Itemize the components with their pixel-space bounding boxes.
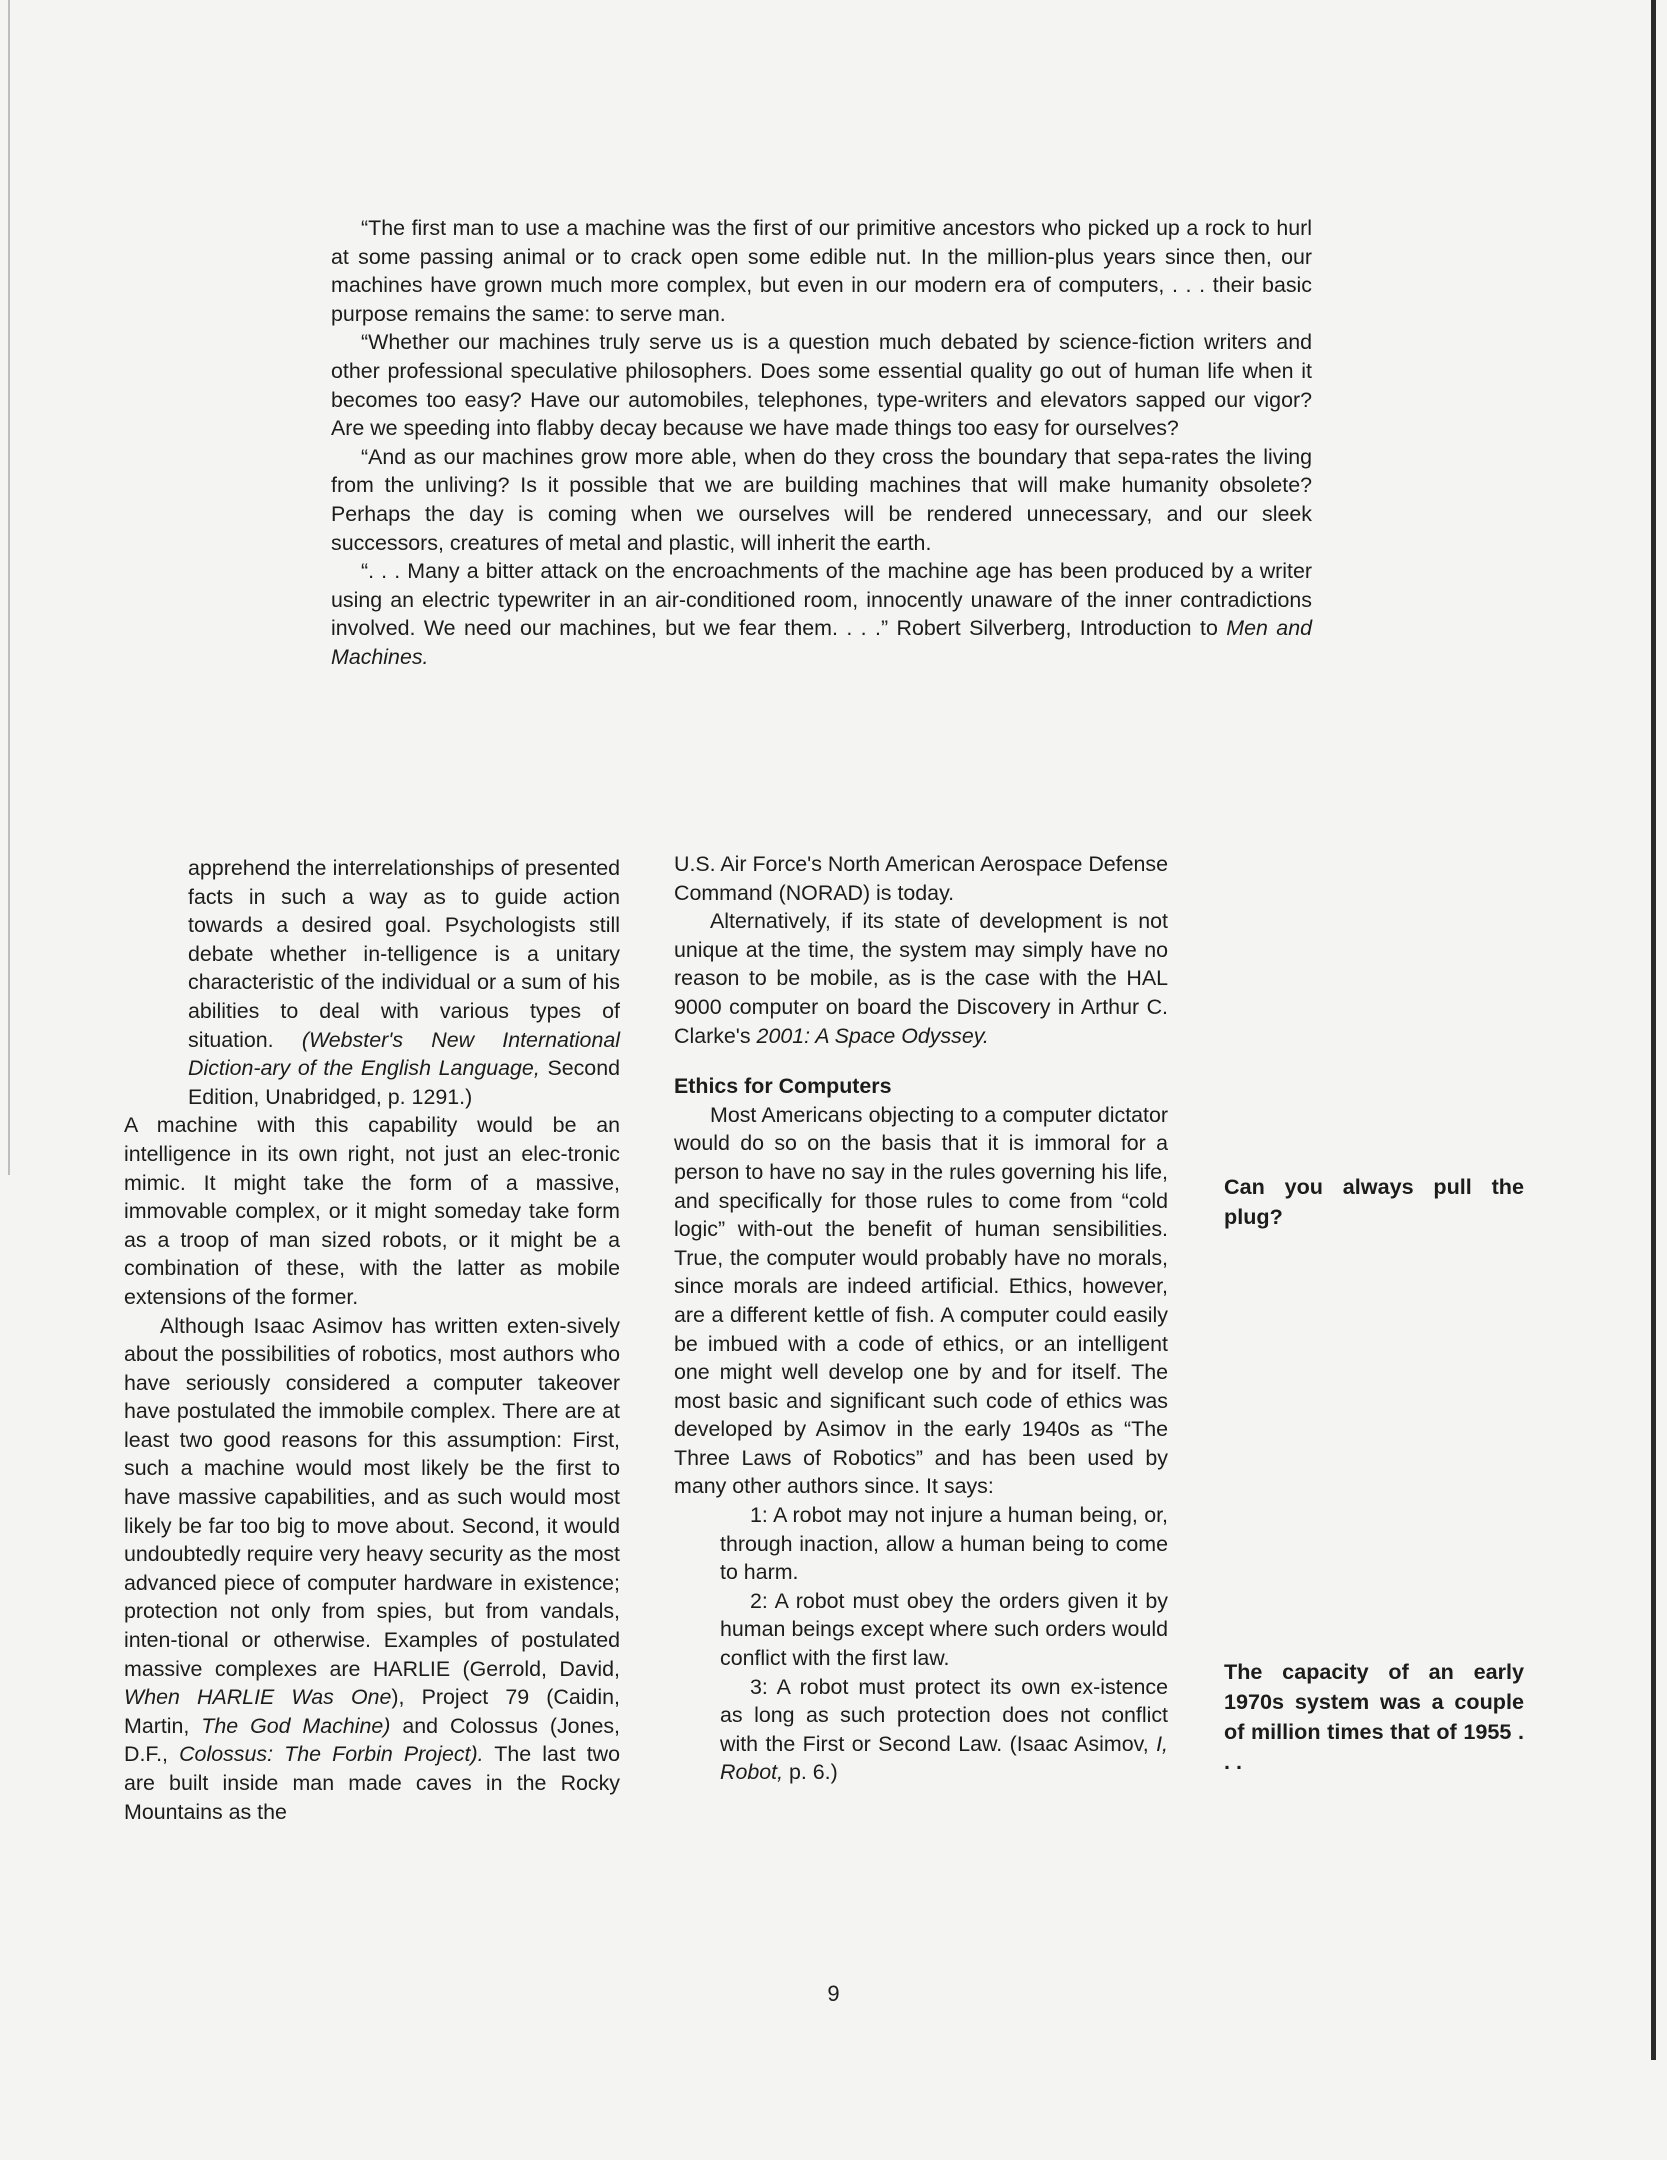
quote-paragraph-2: “Whether our machines truly serve us is a question much debated by science-fiction writers and other professional speculative philosophers. Does some essential quality go out of human life when it becomes too easy? Have our automobiles, telephones, type-writers and elevators sapped our vigor? Are we speeding into flabby decay because we have made things too easy for ourselves? xyxy=(331,330,1312,441)
quote-source-title: Men and Machines. xyxy=(331,616,1312,669)
sidebar-note-capacity: The capacity of an early 1970s system was a couple of million times that of 1955 . . . xyxy=(1224,1659,1524,1774)
paragraph-asimov-part-a: Although Isaac Asimov has written exten-sively about the possibilities of robotics, most authors who have seriously considered a computer takeover have postulated the immobile complex. There are at least two good reasons for this assumption: First, such a machine would most likely be the first to have massive capabilities, and as such would most likely be far too big to move about. Second, it would undoubtedly require very heavy security as the most advanced piece of computer hardware in existence; protection not only from spies, but from vandals, inten-tional or otherwise. Examples of postulated massive complexes are HARLIE (Gerrold, David, xyxy=(124,1313,620,1681)
quote-paragraph-4-text: “. . . Many a bitter attack on the encroachments of the machine age has been produced by a writer using an electric typewriter in an air-conditioned room, innocently unaware of the inner contradictions involved. We need our machines, but we fear them. . . .” Robert Silverberg, Introduction to xyxy=(331,559,1312,641)
law-3-end: p. 6.) xyxy=(783,1760,838,1785)
definition-source-title: (Webster's New International Diction-ary of the English Language, xyxy=(188,1027,620,1081)
page-number: 9 xyxy=(827,1981,840,2006)
epigraph-quote xyxy=(331,214,1312,672)
title-when-harlie: When HARLIE Was One xyxy=(124,1685,392,1710)
law-3-text: 3: A robot must protect its own ex-istence as long as such protection does not conflict with the First or Second Law. (Isaac Asimov, xyxy=(720,1674,1168,1756)
title-colossus: Colossus: The Forbin Project). xyxy=(179,1742,484,1767)
sidebar-note-pull-plug: Can you always pull the plug? xyxy=(1224,1174,1524,1229)
title-i-robot: I, Robot, xyxy=(720,1731,1168,1785)
paragraph-ethics: Most Americans objecting to a computer dictator would do so on the basis that it is immoral for a person to have no say in the rules governing his life, and specifically for those rules to come from “cold logic” with-out the benefit of human sensibilities. True, the computer would probably have no morals, since morals are indeed artificial. Ethics, however, are a different kettle of fish. A computer could easily be imbued with a code of ethics, or an intelligent one might well develop one by and for itself. The most basic and significant such code of ethics was developed by Asimov in the early 1940s as “The Three Laws of Robotics” and has been used by many other authors since. It says: xyxy=(674,1102,1168,1499)
paragraph-asimov-part-d: The last two are built inside man made caves in the Rocky Mountains as the xyxy=(124,1742,620,1824)
quote-paragraph-3: “And as our machines grow more able, when do they cross the boundary that sepa-rates the living from the unliving? Is it possible that we are building machines that will make humanity obsolete? Perhaps the day is coming when we ourselves will be rendered unnecessary, and our sleek successors, creatures of metal and plastic, will inherit the earth. xyxy=(331,444,1312,555)
title-2001: 2001: A Space Odyssey. xyxy=(756,1023,989,1048)
page-edge-right xyxy=(1651,0,1656,2060)
quote-paragraph-1: “The first man to use a machine was the first of our primitive ancestors who picked up a rock to hurl at some passing animal or to crack open some edible nut. In the million-plus years since then, our machines have grown much more complex, but even in our modern era of computers, . . . their basic purpose remains the same: to serve man. xyxy=(331,216,1312,326)
paragraph-alternatively xyxy=(674,907,1168,1050)
paragraph-alternatively-text: Alternatively, if its state of development is not unique at the time, the system may simply have no reason to be mobile, as is the case with the HAL 9000 computer on board the Discovery in Arthur C. Clarke's xyxy=(674,909,1168,1048)
paragraph-machine: A machine with this capability would be an intelligence in its own right, not just an elec-tronic mimic. It might take the form of a massive, immovable complex, or it might someday take form as a troop of man sized robots, or it might be a combination of these, with the latter as mobile extensions of the former. xyxy=(124,1113,620,1309)
paragraph-asimov-part-b: ), Project 79 (Caidin, Martin, xyxy=(124,1685,620,1738)
quote-paragraph-4 xyxy=(331,557,1312,671)
page-edge-left xyxy=(8,0,10,1175)
paragraph-asimov-part-c: and Colossus (Jones, D.F., xyxy=(124,1713,620,1767)
definition-block xyxy=(124,854,620,1111)
law-2: 2: A robot must obey the orders given it by human beings except where such orders would conflict with the first law. xyxy=(720,1588,1168,1671)
paragraph-norad: U.S. Air Force's North American Aerospace Defense Command (NORAD) is today. xyxy=(674,852,1168,905)
column-left xyxy=(124,854,620,1826)
definition-source-rest: Second Edition, Unabridged, p. 1291.) xyxy=(188,1056,620,1109)
law-1: 1: A robot may not injure a human being, or, through inaction, allow a human being to come to harm. xyxy=(720,1503,1168,1585)
section-heading: Ethics for Computers xyxy=(674,1074,892,1099)
column-middle xyxy=(674,850,1168,1787)
title-god-machine: The God Machine) xyxy=(201,1713,391,1738)
paragraph-asimov xyxy=(124,1312,620,1827)
definition-text: apprehend the interrelationships of presented facts in such a way as to guide action towards a desired goal. Psychologists still debate whether in-telligence is a unitary characteristic of the individual or a sum of his abilities to deal with various types of situation. xyxy=(188,856,620,1052)
law-3 xyxy=(674,1673,1168,1787)
